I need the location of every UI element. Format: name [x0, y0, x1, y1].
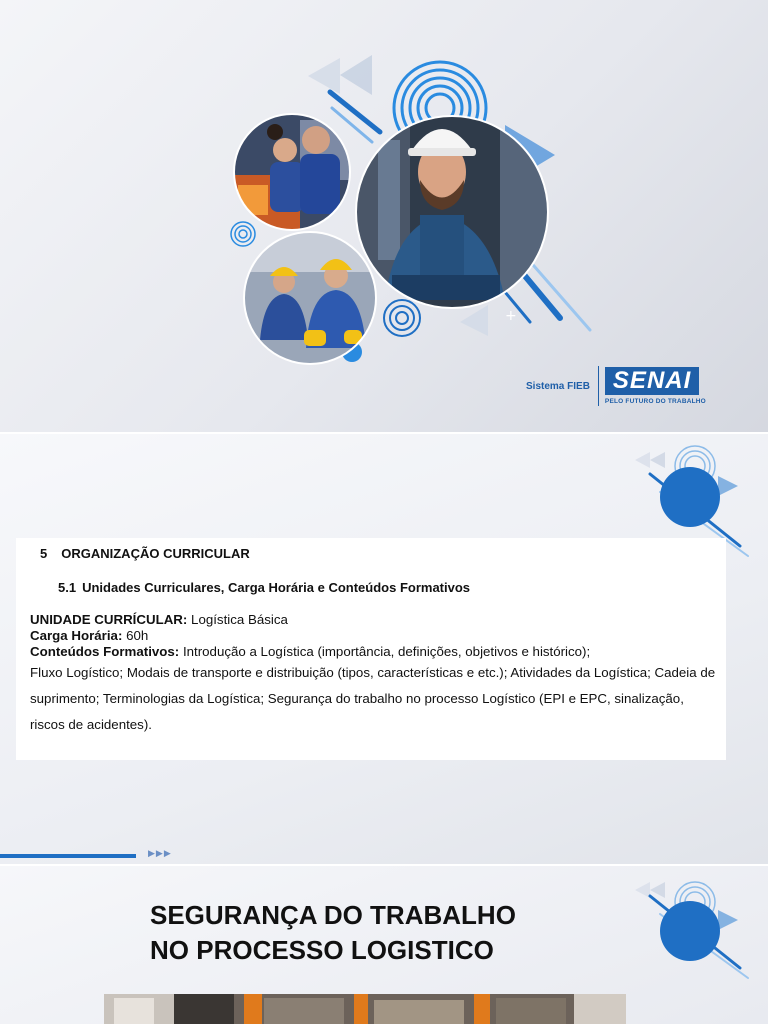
triangle-decoration [460, 305, 488, 336]
carga-label: Carga Horária: [30, 628, 123, 643]
title-line-1: SEGURANÇA DO TRABALHO [150, 900, 516, 930]
accent-bar [0, 854, 136, 858]
curriculum-document [16, 538, 726, 760]
subsection-heading [58, 580, 470, 595]
carga-value: 60h [126, 628, 149, 643]
triangle-decoration [340, 55, 372, 95]
carga-row [30, 628, 720, 644]
conteudos-value-line1: Introdução a Logística (importância, definições, objetivos e histórico); [182, 644, 591, 659]
brand-divider [598, 366, 599, 406]
senai-logo-text: SENAI [605, 367, 699, 395]
conteudos-value-rest: Fluxo Logístico; Modais de transporte e distribuição (tipos, características e etc.); Atividades da Logística; Cadeia de suprimento; Terminologias da Logística; Segurança do trabalho no processo Logístico (EPI e EPC, sinalização, riscos de acidentes). [30, 665, 716, 732]
section-title: ORGANIZAÇÃO CURRICULAR [61, 546, 250, 561]
safety-title-slide [0, 866, 768, 1024]
cover-slide [0, 0, 768, 432]
senai-tagline: PELO FUTURO DO TRABALHO [604, 398, 706, 405]
senai-brand [526, 366, 706, 406]
unidade-row [30, 612, 720, 628]
triangle-decoration [308, 58, 340, 94]
target-circle-decoration [384, 300, 420, 336]
curriculum-slide [0, 434, 768, 864]
students-photo [230, 110, 360, 240]
subsection-title: Unidades Curriculares, Carga Horária e Conteúdos Formativos [82, 580, 471, 595]
unit-details [30, 612, 720, 738]
warehouse-photo [104, 994, 626, 1024]
senai-logo [605, 367, 706, 405]
unidade-label: UNIDADE CURRÍCULAR: [30, 612, 188, 627]
title-line-2: NO PROCESSO LOGISTICO [150, 935, 494, 965]
arrows-icon: ▶▶▶ [148, 848, 172, 858]
sistema-fieb-label: Sistema FIEB [526, 380, 590, 392]
conteudos-row [30, 644, 720, 738]
subsection-number: 5.1 [58, 580, 77, 595]
conteudos-label: Conteúdos Formativos: [30, 644, 180, 659]
slide-title [150, 898, 516, 968]
unidade-value: Logística Básica [191, 612, 288, 627]
section-number: 5 [40, 546, 48, 561]
svg-text:+: + [505, 308, 517, 324]
section-heading [40, 546, 250, 561]
target-circle-decoration [231, 222, 255, 246]
